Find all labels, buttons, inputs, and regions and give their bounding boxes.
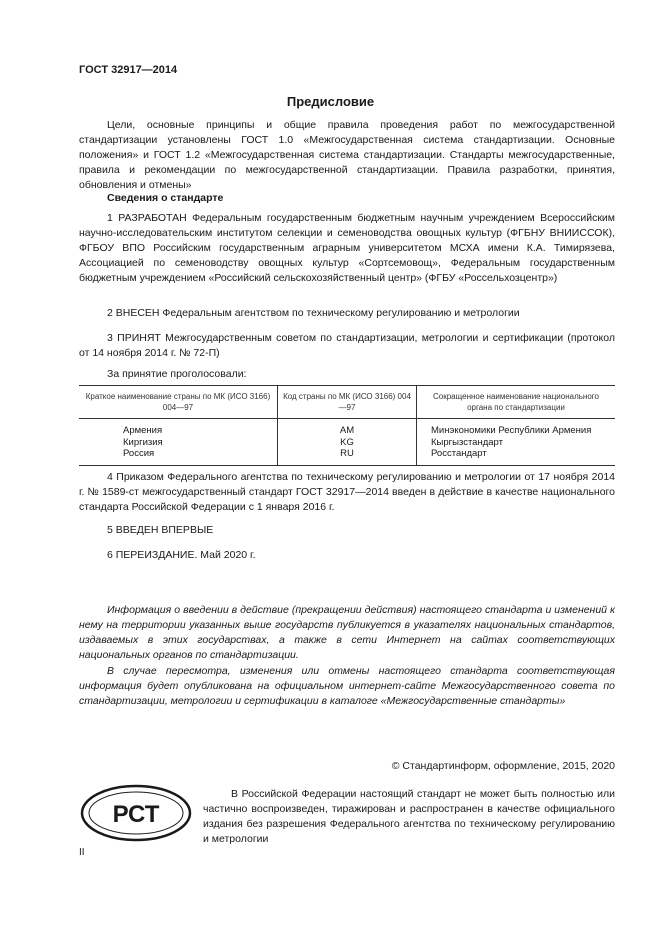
info-heading: Сведения о стандарте (107, 192, 224, 204)
table-cell-code: KG (278, 437, 417, 449)
table-cell-country: Россия (79, 448, 278, 465)
table-cell-org: Кыргызстандарт (417, 437, 616, 449)
item-3: 3 ПРИНЯТ Межгосударственным советом по стандартизации, метрологии и сертификации (протокол от 14 ноября 2014 г. № 72-П) (79, 332, 615, 359)
table-row (79, 419, 615, 437)
notice-paragraph-2: В случае пересмотра, изменения или отмены настоящего стандарта соответствующая информация будет опубликована на официальном интернет-сайте Межгосударственного совета по стандартизации, метрологии и сертификации в каталоге «Межгосударственные стандарты» (79, 665, 615, 707)
table-header-code: Код страны по МК (ИСО 3166) 004—97 (278, 386, 417, 419)
table-header-org: Сокращенное наименование национального органа по стандартизации (417, 386, 616, 419)
rst-certification-logo (80, 784, 192, 842)
page-title: Предисловие (286, 94, 375, 109)
item-1: 1 РАЗРАБОТАН Федеральным государственным бюджетным научным учреждением Всероссийским научно-исследовательским институтом селекции и семеноводства овощных культур (ФГБНУ ВНИИССОК), ФГБОУ ВПО Российским государственным аграрным университетом МСХА имени К.А. Тимирязева, Ассоциацией по семеноводству овощных культур «Сортсемовощ», Федеральным государственным бюджетным учреждением «Российский сельскохозяйственный центр» (ФГБУ «Россельхозцентр») (79, 212, 615, 284)
item-5: 5 ВВЕДЕН ВПЕРВЫЕ (107, 524, 214, 536)
logo-text: РСТ (112, 801, 160, 828)
page-number: II (79, 847, 85, 858)
table-cell-country: Армения (123, 425, 163, 436)
table-cell-code: AM (278, 419, 417, 437)
table-cell-org: Росстандарт (417, 448, 616, 465)
rights-paragraph: В Российской Федерации настоящий стандарт не может быть полностью или частично воспроизведен, тиражирован и распространен в качестве официального издания без разрешения Федерального агентства по техническому регулированию и метрологии (203, 788, 615, 845)
intro-paragraph: Цели, основные принципы и общие правила проведения работ по межгосударственной стандартизации установлены ГОСТ 1.0 «Межгосударственная система стандартизации. Основные положения» и ГОСТ 1.2 «Межгосударственная система стандартизации. Стандарты межгосударственные, правила и рекомендации по межгосударственной стандартизации. Правила разработки, принятия, обновления и отмены» (79, 119, 615, 191)
table-row (79, 437, 615, 449)
doc-code: ГОСТ 32917—2014 (79, 64, 178, 76)
table-cell-country: Киргизия (123, 436, 163, 448)
table-row (79, 448, 615, 465)
copyright-line: © Стандартинформ, оформление, 2015, 2020 (391, 760, 615, 772)
table-header-country: Краткое наименование страны по МК (ИСО 3166) 004—97 (79, 386, 278, 419)
votes-table (79, 385, 615, 466)
notice-paragraph-1: Информация о введении в действие (прекращении действия) настоящего стандарта и изменений к нему на территории указанных выше государств публикуется в указателях национальных стандартов, издаваемых в этих государствах, а также в сети Интернет на сайтах соответствующих национальных органов по стандартизации. (79, 604, 615, 661)
table-cell-code: RU (278, 448, 417, 465)
table-header-row (79, 386, 615, 419)
item-6: 6 ПЕРЕИЗДАНИЕ. Май 2020 г. (107, 549, 256, 561)
vote-label: За принятие проголосовали: (107, 368, 247, 380)
item-2: 2 ВНЕСЕН Федеральным агентством по техническому регулированию и метрологии (107, 307, 520, 319)
table-cell-org: Минэкономики Республики Армения (417, 419, 616, 437)
item-4: 4 Приказом Федерального агентства по техническому регулированию и метрологии от 17 ноября 2014 г. № 1589-ст межгосударственный стандарт ГОСТ 32917—2014 введен в действие в качестве национального стандарта Российской Федерации с 1 января 2016 г. (79, 471, 615, 513)
